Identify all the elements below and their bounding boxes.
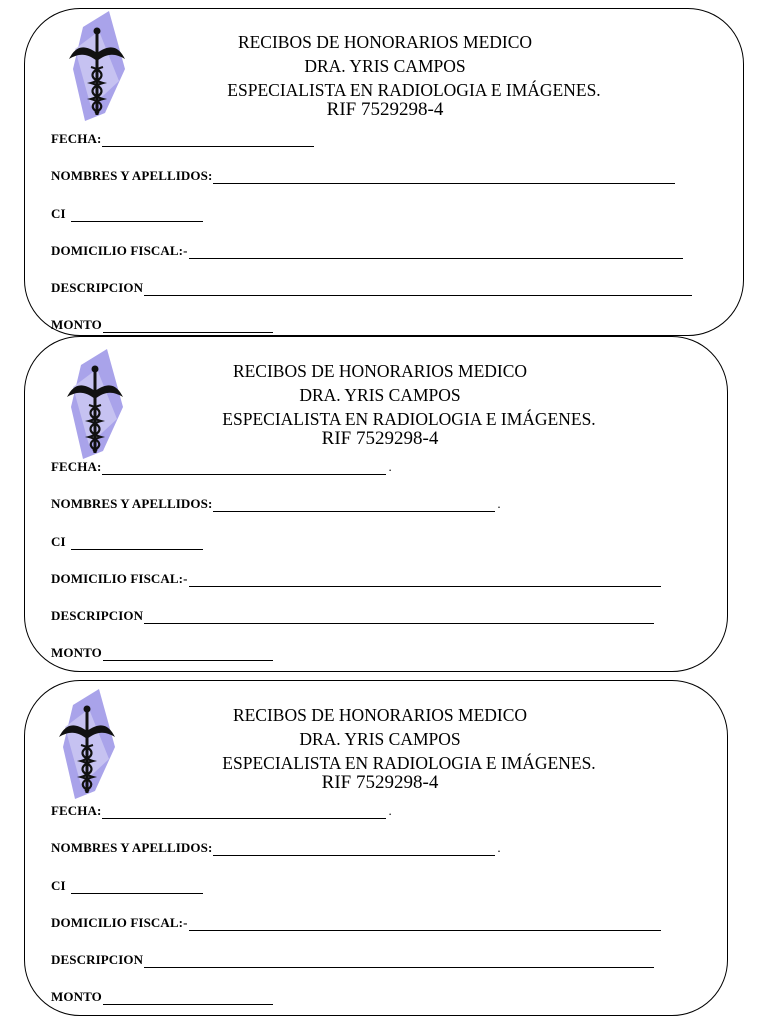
doctor-name: DRA. YRIS CAMPOS — [299, 729, 461, 749]
fecha-label: FECHA: — [51, 131, 102, 146]
ci-label: CI — [51, 206, 66, 221]
receipt-2 — [24, 336, 728, 672]
ci-label: CI — [51, 534, 66, 549]
rif-number: RIF 7529298-4 — [321, 428, 439, 449]
domicilio-field[interactable] — [51, 243, 683, 259]
ci-field[interactable] — [51, 534, 203, 550]
domicilio-label: DOMICILIO FISCAL:- — [51, 571, 188, 586]
descripcion-field[interactable] — [51, 608, 654, 624]
monto-line[interactable] — [103, 648, 273, 661]
nombres-line[interactable] — [213, 843, 495, 856]
caduceus-icon — [65, 9, 129, 129]
monto-line[interactable] — [103, 320, 273, 333]
specialty: ESPECIALISTA EN RADIOLOGIA E IMÁGENES. — [222, 409, 596, 429]
specialty: ESPECIALISTA EN RADIOLOGIA E IMÁGENES. — [227, 80, 601, 100]
ci-line[interactable] — [71, 537, 203, 550]
fecha-label: FECHA: — [51, 803, 102, 818]
domicilio-label: DOMICILIO FISCAL:- — [51, 915, 188, 930]
receipt-header — [185, 30, 601, 122]
ci-line[interactable] — [71, 209, 203, 222]
receipt-3 — [24, 680, 728, 1016]
nombres-line[interactable] — [213, 499, 495, 512]
nombres-line[interactable] — [213, 171, 675, 184]
specialty: ESPECIALISTA EN RADIOLOGIA E IMÁGENES. — [222, 753, 596, 773]
descripcion-field[interactable] — [51, 280, 692, 296]
doctor-name: DRA. YRIS CAMPOS — [304, 56, 466, 76]
ci-line[interactable] — [71, 881, 203, 894]
monto-label: MONTO — [51, 645, 102, 660]
descripcion-line[interactable] — [144, 611, 654, 624]
caduceus-icon — [63, 347, 127, 467]
fecha-line[interactable] — [102, 134, 314, 147]
domicilio-line[interactable] — [189, 918, 661, 931]
nombres-label: NOMBRES Y APELLIDOS: — [51, 496, 213, 511]
receipt-header — [180, 703, 596, 795]
nombres-field[interactable]: NOMBRES Y APELLIDOS: . — [51, 496, 501, 511]
receipt-title: RECIBOS DE HONORARIOS MEDICO — [237, 32, 533, 52]
domicilio-field[interactable] — [51, 571, 661, 587]
nombres-label: NOMBRES Y APELLIDOS: — [51, 840, 213, 855]
ci-field[interactable] — [51, 206, 203, 222]
receipt-title: RECIBOS DE HONORARIOS MEDICO — [232, 705, 528, 725]
monto-label: MONTO — [51, 317, 102, 332]
ci-field[interactable] — [51, 878, 203, 894]
domicilio-field[interactable] — [51, 915, 661, 931]
nombres-field[interactable] — [51, 168, 675, 184]
fecha-line[interactable] — [102, 806, 386, 819]
monto-line[interactable] — [103, 992, 273, 1005]
nombres-field[interactable]: NOMBRES Y APELLIDOS: . — [51, 840, 501, 855]
caduceus-icon — [55, 687, 119, 807]
fecha-label: FECHA: — [51, 459, 102, 474]
domicilio-line[interactable] — [189, 574, 661, 587]
descripcion-label: DESCRIPCION — [51, 608, 144, 623]
rif-number: RIF 7529298-4 — [321, 772, 439, 793]
descripcion-line[interactable] — [144, 283, 692, 296]
fecha-line[interactable] — [102, 462, 386, 475]
domicilio-label: DOMICILIO FISCAL:- — [51, 243, 188, 258]
fecha-field[interactable]: FECHA: . — [51, 459, 392, 474]
monto-field[interactable] — [51, 989, 273, 1005]
domicilio-line[interactable] — [189, 246, 683, 259]
receipt-header — [180, 359, 596, 451]
monto-label: MONTO — [51, 989, 102, 1004]
monto-field[interactable] — [51, 645, 273, 661]
ci-label: CI — [51, 878, 66, 893]
fecha-field[interactable] — [51, 131, 314, 147]
receipt-title: RECIBOS DE HONORARIOS MEDICO — [232, 361, 528, 381]
receipt-1 — [24, 8, 744, 336]
monto-field[interactable] — [51, 317, 273, 333]
descripcion-label: DESCRIPCION — [51, 280, 144, 295]
fecha-field[interactable]: FECHA: . — [51, 803, 392, 818]
descripcion-label: DESCRIPCION — [51, 952, 144, 967]
nombres-label: NOMBRES Y APELLIDOS: — [51, 168, 213, 183]
doctor-name: DRA. YRIS CAMPOS — [299, 385, 461, 405]
descripcion-line[interactable] — [144, 955, 654, 968]
rif-number: RIF 7529298-4 — [326, 99, 444, 120]
descripcion-field[interactable] — [51, 952, 654, 968]
